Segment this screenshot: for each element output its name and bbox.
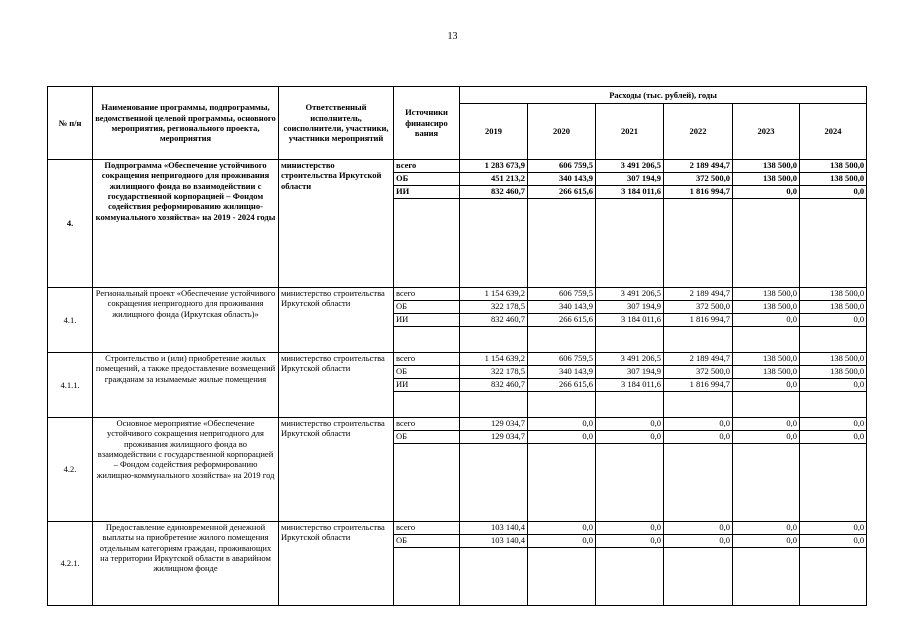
empty-cell <box>596 199 664 288</box>
expense-value: 832 460,7 <box>460 186 528 199</box>
funding-source: ОБ <box>394 535 460 548</box>
empty-cell <box>528 327 596 353</box>
expense-value: 0,0 <box>733 186 800 199</box>
expense-value: 103 140,4 <box>460 522 528 535</box>
expense-value: 3 491 206,5 <box>596 160 664 173</box>
row-number: 4.2. <box>48 418 93 522</box>
table-row <box>48 353 867 366</box>
expense-value: 266 615,6 <box>528 314 596 327</box>
funding-source: всего <box>394 288 460 301</box>
expense-value: 0,0 <box>733 314 800 327</box>
row-executor: министерство строительства Иркутской области <box>279 418 394 522</box>
expense-value: 0,0 <box>800 522 867 535</box>
expense-value: 1 154 639,2 <box>460 353 528 366</box>
header-num: № п/н <box>48 87 93 160</box>
expense-value: 0,0 <box>596 522 664 535</box>
empty-cell <box>664 199 733 288</box>
empty-cell <box>664 444 733 522</box>
table-body <box>48 160 867 606</box>
row-title: Основное мероприятие «Обеспечение устойчивого сокращения непригодного для проживания жилищного фонда во взаимодействии с государственной корпорацией – Фондом содействия реформированию жилищно-коммунального хозяйства» на 2019 год <box>93 418 279 522</box>
empty-cell <box>460 548 528 606</box>
expense-value: 3 184 011,6 <box>596 379 664 392</box>
expense-value: 0,0 <box>664 535 733 548</box>
header-executor: Ответственный исполнитель, соисполнители, участники, участники мероприятий <box>279 87 394 160</box>
expense-value: 832 460,7 <box>460 379 528 392</box>
expense-value: 832 460,7 <box>460 314 528 327</box>
expense-value: 138 500,0 <box>733 160 800 173</box>
row-title: Подпрограмма «Обеспечение устойчивого сокращения непригодного для проживания жилищного фонда во взаимодействии с государственной корпорацией – Фондом содействия реформированию жилищно-коммунального хозяйства» на 2019 - 2024 годы <box>93 160 279 288</box>
expense-value: 138 500,0 <box>733 301 800 314</box>
expense-value: 266 615,6 <box>528 379 596 392</box>
expense-value: 0,0 <box>528 418 596 431</box>
expense-value: 138 500,0 <box>733 288 800 301</box>
table-row <box>48 160 867 173</box>
empty-cell <box>394 392 460 418</box>
header-year: 2024 <box>800 104 867 160</box>
expense-value: 3 491 206,5 <box>596 288 664 301</box>
empty-cell <box>800 199 867 288</box>
expense-value: 3 184 011,6 <box>596 314 664 327</box>
row-title: Строительство и (или) приобретение жилых помещений, а также предоставление возмещений гражданам за изымаемые жилые помещения <box>93 353 279 418</box>
expense-value: 606 759,5 <box>528 160 596 173</box>
empty-cell <box>460 327 528 353</box>
expense-value: 307 194,9 <box>596 366 664 379</box>
empty-cell <box>733 327 800 353</box>
expense-value: 340 143,9 <box>528 173 596 186</box>
empty-cell <box>460 444 528 522</box>
empty-cell <box>800 444 867 522</box>
expense-value: 138 500,0 <box>800 173 867 186</box>
empty-cell <box>528 444 596 522</box>
empty-cell <box>596 444 664 522</box>
expense-value: 129 034,7 <box>460 418 528 431</box>
funding-source: ОБ <box>394 173 460 186</box>
funding-source: ИИ <box>394 314 460 327</box>
expense-value: 0,0 <box>800 535 867 548</box>
expense-value: 606 759,5 <box>528 288 596 301</box>
expense-value: 307 194,9 <box>596 301 664 314</box>
funding-source: всего <box>394 353 460 366</box>
expense-value: 606 759,5 <box>528 353 596 366</box>
expense-value: 138 500,0 <box>800 353 867 366</box>
row-title: Предоставление единовременной денежной выплаты на приобретение жилого помещения отдельным категориям граждан, проживающих на территории Иркутской области в аварийном жилищном фонде <box>93 522 279 606</box>
expense-value: 1 154 639,2 <box>460 288 528 301</box>
empty-cell <box>394 548 460 606</box>
expense-value: 1 816 994,7 <box>664 186 733 199</box>
empty-cell <box>460 199 528 288</box>
expense-value: 0,0 <box>596 535 664 548</box>
expense-value: 138 500,0 <box>800 288 867 301</box>
header-year: 2023 <box>733 104 800 160</box>
empty-cell <box>394 444 460 522</box>
row-number: 4.1. <box>48 288 93 353</box>
expense-value: 0,0 <box>528 431 596 444</box>
expense-value: 0,0 <box>800 186 867 199</box>
expense-value: 322 178,5 <box>460 301 528 314</box>
empty-cell <box>664 548 733 606</box>
funding-source: ИИ <box>394 186 460 199</box>
expense-value: 307 194,9 <box>596 173 664 186</box>
financing-table <box>47 86 867 606</box>
empty-cell <box>733 199 800 288</box>
expense-value: 103 140,4 <box>460 535 528 548</box>
expense-value: 2 189 494,7 <box>664 288 733 301</box>
empty-cell <box>394 327 460 353</box>
expense-value: 2 189 494,7 <box>664 353 733 366</box>
expense-value: 0,0 <box>664 431 733 444</box>
funding-source: ОБ <box>394 431 460 444</box>
row-number: 4.1.1. <box>48 353 93 418</box>
expense-value: 322 178,5 <box>460 366 528 379</box>
page-number: 13 <box>447 31 458 42</box>
empty-cell <box>596 548 664 606</box>
expense-value: 0,0 <box>733 418 800 431</box>
expense-value: 0,0 <box>664 418 733 431</box>
row-executor: министерство строительства Иркутской области <box>279 353 394 418</box>
funding-source: ОБ <box>394 366 460 379</box>
expense-value: 372 500,0 <box>664 366 733 379</box>
expense-value: 0,0 <box>596 431 664 444</box>
expense-value: 138 500,0 <box>733 366 800 379</box>
expense-value: 0,0 <box>733 431 800 444</box>
expense-value: 0,0 <box>800 431 867 444</box>
expense-value: 451 213,2 <box>460 173 528 186</box>
expense-value: 266 615,6 <box>528 186 596 199</box>
expense-value: 3 184 011,6 <box>596 186 664 199</box>
header-name: Наименование программы, подпрограммы, ведомственной целевой программы, основного мероприятия, регионального проекта, мероприятия <box>93 87 279 160</box>
row-number: 4. <box>48 160 93 288</box>
expense-value: 0,0 <box>528 522 596 535</box>
expense-value: 1 283 673,9 <box>460 160 528 173</box>
expense-value: 0,0 <box>800 379 867 392</box>
empty-cell <box>733 392 800 418</box>
expense-value: 138 500,0 <box>800 160 867 173</box>
empty-cell <box>800 392 867 418</box>
table-row <box>48 288 867 301</box>
expense-value: 0,0 <box>733 522 800 535</box>
empty-cell <box>800 327 867 353</box>
row-executor: министерство строительства Иркутской области <box>279 288 394 353</box>
table-row <box>48 522 867 535</box>
empty-cell <box>733 548 800 606</box>
expense-value: 1 816 994,7 <box>664 379 733 392</box>
empty-cell <box>664 327 733 353</box>
row-title: Региональный проект «Обеспечение устойчивого сокращения непригодного для проживания жилищного фонда (Иркутская область)» <box>93 288 279 353</box>
expense-value: 3 491 206,5 <box>596 353 664 366</box>
row-executor: министерство строительства Иркутской области <box>279 522 394 606</box>
funding-source: всего <box>394 160 460 173</box>
empty-cell <box>596 327 664 353</box>
row-executor: министерство строительства Иркутской области <box>279 160 394 288</box>
expense-value: 340 143,9 <box>528 301 596 314</box>
expense-value: 340 143,9 <box>528 366 596 379</box>
expense-value: 2 189 494,7 <box>664 160 733 173</box>
expense-value: 138 500,0 <box>800 301 867 314</box>
expense-value: 129 034,7 <box>460 431 528 444</box>
expense-value: 1 816 994,7 <box>664 314 733 327</box>
funding-source: ИИ <box>394 379 460 392</box>
empty-cell <box>394 199 460 288</box>
header-year: 2021 <box>596 104 664 160</box>
header-year: 2020 <box>528 104 596 160</box>
expense-value: 0,0 <box>528 535 596 548</box>
funding-source: всего <box>394 522 460 535</box>
empty-cell <box>664 392 733 418</box>
expense-value: 0,0 <box>800 418 867 431</box>
expense-value: 138 500,0 <box>733 353 800 366</box>
empty-cell <box>460 392 528 418</box>
header-sources: Источники финансиро вания <box>394 87 460 160</box>
funding-source: ОБ <box>394 301 460 314</box>
expense-value: 0,0 <box>664 522 733 535</box>
expense-value: 0,0 <box>733 379 800 392</box>
empty-cell <box>733 444 800 522</box>
expense-value: 0,0 <box>800 314 867 327</box>
empty-cell <box>800 548 867 606</box>
empty-cell <box>528 392 596 418</box>
expense-value: 372 500,0 <box>664 301 733 314</box>
table-row <box>48 418 867 431</box>
header-expenses: Расходы (тыс. рублей), годы <box>460 87 867 104</box>
expense-value: 372 500,0 <box>664 173 733 186</box>
expense-value: 138 500,0 <box>733 173 800 186</box>
empty-cell <box>596 392 664 418</box>
funding-source: всего <box>394 418 460 431</box>
row-number: 4.2.1. <box>48 522 93 606</box>
header-year: 2019 <box>460 104 528 160</box>
empty-cell <box>528 548 596 606</box>
header-year: 2022 <box>664 104 733 160</box>
expense-value: 138 500,0 <box>800 366 867 379</box>
table-header <box>48 87 867 160</box>
empty-cell <box>528 199 596 288</box>
expense-value: 0,0 <box>596 418 664 431</box>
expense-value: 0,0 <box>733 535 800 548</box>
